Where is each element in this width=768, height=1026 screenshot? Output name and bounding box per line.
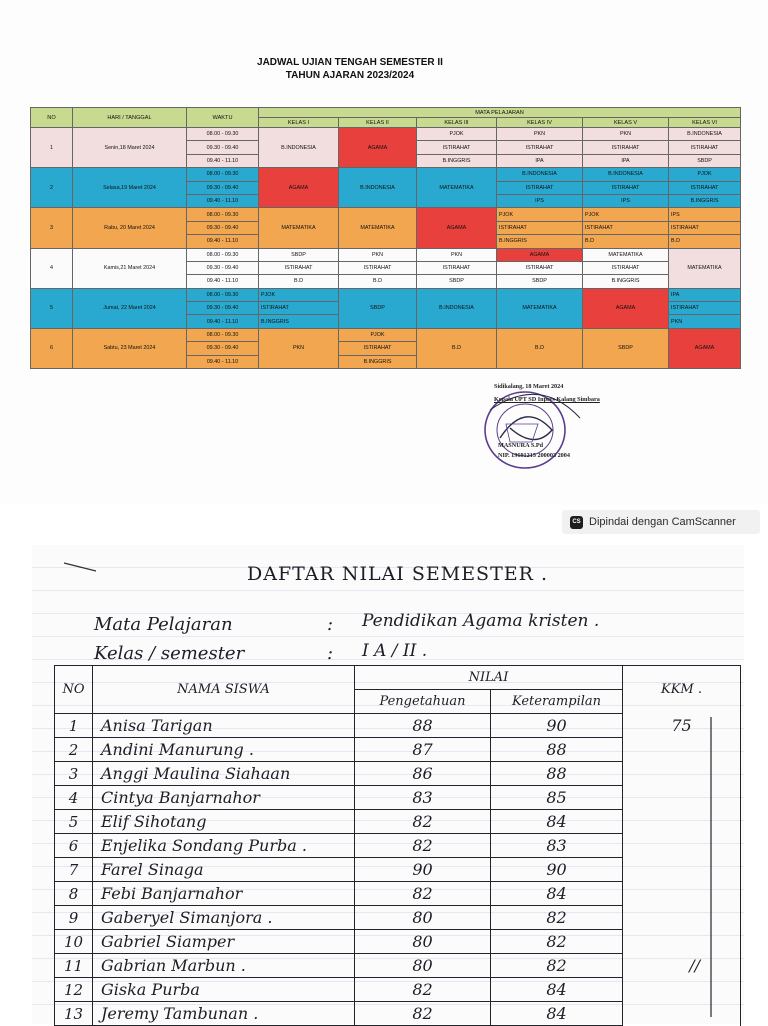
header-nilai: NILAI [355,666,623,690]
subject-cell-k3: PKN [417,248,497,261]
student-row [55,930,741,954]
watermark-text: Dipindai dengan CamScanner [589,516,736,528]
subject-cell-k4: ISTIRAHAT [497,221,583,234]
student-name: Giska Purba [93,978,355,1002]
header-time: WAKTU [187,108,259,128]
subject-cell-k1: ISTIRAHAT [259,302,339,315]
kkm-cell [623,1002,741,1026]
subject-cell-k4: B.D [497,328,583,368]
student-number: 3 [55,762,93,786]
camscanner-logo-icon: CS [570,516,583,529]
time-slot: 08.00 - 09.30 [187,128,259,141]
kkm-cell [623,786,741,810]
subject-cell-k6: ISTIRAHAT [669,181,741,194]
time-slot: 09.30 - 09.40 [187,181,259,194]
header-no: NO [55,666,93,714]
subject-cell-k6: ISTIRAHAT [669,221,741,234]
student-number: 9 [55,906,93,930]
skill-score: 85 [491,786,623,810]
subject-cell-k5: AGAMA [583,288,669,328]
subject-cell-k4: SBDP [497,275,583,288]
subject-cell-k4: ISTIRAHAT [497,141,583,154]
subject-cell-k5: SBDP [583,328,669,368]
knowledge-score: 80 [355,930,491,954]
student-name: Gabrian Marbun . [93,954,355,978]
day-date: Selasa,19 Maret 2024 [73,168,187,208]
class-label: Kelas / semester [94,643,245,664]
header-day: HARI / TANGGAL [73,108,187,128]
header-class-4: KELAS IV [497,118,583,128]
subject-cell-k6: PKN [669,315,741,328]
schedule-row [31,248,741,261]
knowledge-score: 83 [355,786,491,810]
day-number: 4 [31,248,73,288]
student-row [55,834,741,858]
subject-cell-k1: B.INDONESIA [259,128,339,168]
subject-colon: : [327,614,334,635]
subject-cell-k1: SBDP [259,248,339,261]
header-subjects: MATA PELAJARAN [259,108,741,118]
subject-cell-k2: PKN [339,248,417,261]
student-row [55,906,741,930]
subject-cell-k3: B.INGGRIS [417,154,497,167]
subject-cell-k5: PJOK [583,208,669,221]
student-row [55,738,741,762]
signature-block [480,380,680,480]
student-number: 5 [55,810,93,834]
subject-cell-k3: B.INDONESIA [417,288,497,328]
subject-cell-k2: SBDP [339,288,417,328]
subject-cell-k5: ISTIRAHAT [583,261,669,274]
class-value: I A / II . [362,641,428,661]
kkm-cell [623,978,741,1002]
subject-cell-k6: B.INGGRIS [669,194,741,207]
header-class-5: KELAS V [583,118,669,128]
student-name: Anggi Maulina Siahaan [93,762,355,786]
subject-cell-k2: PJOK [339,328,417,341]
knowledge-score: 80 [355,906,491,930]
subject-label: Mata Pelajaran [94,614,233,635]
signature-place-date: Sidikalang, 18 Maret 2024 [494,383,564,390]
time-slot: 09.30 - 09.40 [187,302,259,315]
subject-cell-k6: IPA [669,288,741,301]
subject-cell-k3: MATEMATIKA [417,168,497,208]
time-slot: 09.30 - 09.40 [187,221,259,234]
subject-cell-k4: MATEMATIKA [497,288,583,328]
header-class-6: KELAS VI [669,118,741,128]
subject-cell-k6: MATEMATIKA [669,248,741,288]
subject-cell-k6: B.D [669,235,741,248]
student-row [55,714,741,738]
subject-cell-k2: ISTIRAHAT [339,261,417,274]
subject-cell-k1: PJOK [259,288,339,301]
student-name: Cintya Banjarnahor [93,786,355,810]
schedule-body [31,128,741,369]
time-slot: 08.00 - 09.30 [187,328,259,341]
time-slot: 09.40 - 11.10 [187,275,259,288]
subject-cell-k5: PKN [583,128,669,141]
subject-cell-k5: B.D [583,235,669,248]
skill-score: 84 [491,978,623,1002]
skill-score: 82 [491,930,623,954]
student-row [55,882,741,906]
time-slot: 09.40 - 11.10 [187,194,259,207]
schedule-row [31,128,741,141]
header-class-2: KELAS II [339,118,417,128]
kkm-cell [623,882,741,906]
schedule-row [31,168,741,181]
knowledge-score: 90 [355,858,491,882]
knowledge-score: 86 [355,762,491,786]
class-colon: : [327,643,334,664]
kkm-ditto-mark: // [623,954,741,978]
day-date: Kamis,21 Maret 2024 [73,248,187,288]
kkm-cell [623,930,741,954]
subject-cell-k4: B.INGGRIS [497,235,583,248]
subject-cell-k4: ISTIRAHAT [497,181,583,194]
subject-cell-k6: ISTIRAHAT [669,141,741,154]
pen-scribble-icon [62,557,102,577]
subject-cell-k4: PKN [497,128,583,141]
day-number: 5 [31,288,73,328]
subject-cell-k5: IPA [583,154,669,167]
kkm-cell [623,834,741,858]
subject-cell-k3: ISTIRAHAT [417,261,497,274]
time-slot: 09.40 - 11.10 [187,315,259,328]
day-number: 3 [31,208,73,248]
subject-cell-k4: IPA [497,154,583,167]
student-name: Febi Banjarnahor [93,882,355,906]
subject-cell-k4: B.INDONESIA [497,168,583,181]
skill-score: 88 [491,738,623,762]
header-kkm: KKM . [623,666,741,714]
subject-cell-k1: ISTIRAHAT [259,261,339,274]
kkm-value: 75 [623,714,741,738]
knowledge-score: 88 [355,714,491,738]
kkm-cell [623,858,741,882]
student-name: Andini Manurung . [93,738,355,762]
skill-score: 84 [491,882,623,906]
subject-cell-k5: B.INGGRIS [583,275,669,288]
subject-cell-k3: ISTIRAHAT [417,141,497,154]
time-slot: 09.30 - 09.40 [187,342,259,355]
grades-table [54,665,741,1026]
subject-cell-k5: MATEMATIKA [583,248,669,261]
subject-cell-k4: AGAMA [497,248,583,261]
subject-cell-k5: ISTIRAHAT [583,221,669,234]
subject-cell-k1: PKN [259,328,339,368]
time-slot: 09.30 - 09.40 [187,141,259,154]
grade-sheet-title: DAFTAR NILAI SEMESTER . [247,563,549,585]
skill-score: 90 [491,714,623,738]
knowledge-score: 82 [355,810,491,834]
day-number: 2 [31,168,73,208]
subject-cell-k1: MATEMATIKA [259,208,339,248]
skill-score: 83 [491,834,623,858]
subject-cell-k2: B.INGGRIS [339,355,417,368]
student-name: Farel Sinaga [93,858,355,882]
student-name: Enjelika Sondang Purba . [93,834,355,858]
student-number: 2 [55,738,93,762]
kkm-ditto-line-icon [706,717,716,1017]
grade-sheet-document [32,545,744,1024]
subject-cell-k6: ISTIRAHAT [669,302,741,315]
subject-cell-k1: AGAMA [259,168,339,208]
student-row [55,786,741,810]
time-slot: 09.30 - 09.40 [187,261,259,274]
student-number: 12 [55,978,93,1002]
skill-score: 84 [491,810,623,834]
header-skill: Keterampilan [491,690,623,714]
subject-value: Pendidikan Agama kristen . [362,611,600,631]
signature-name: MASNURA S.Pd [498,442,544,449]
exam-schedule-document [0,0,768,505]
skill-score: 90 [491,858,623,882]
student-number: 1 [55,714,93,738]
header-student-name: NAMA SISWA [93,666,355,714]
subject-cell-k5: IPS [583,194,669,207]
student-row [55,1002,741,1026]
student-row [55,810,741,834]
day-date: Senin,18 Maret 2024 [73,128,187,168]
header-class-1: KELAS I [259,118,339,128]
knowledge-score: 82 [355,1002,491,1026]
subject-cell-k6: IPS [669,208,741,221]
time-slot: 09.40 - 11.10 [187,235,259,248]
knowledge-score: 80 [355,954,491,978]
student-row [55,954,741,978]
signature-role: Kepala UPT SD Inpres Kalang Simbara [494,396,600,403]
student-number: 13 [55,1002,93,1026]
student-number: 10 [55,930,93,954]
student-number: 6 [55,834,93,858]
day-number: 1 [31,128,73,168]
schedule-row [31,208,741,221]
subject-cell-k5: B.INDONESIA [583,168,669,181]
time-slot: 08.00 - 09.30 [187,208,259,221]
subject-cell-k6: SBDP [669,154,741,167]
schedule-row [31,328,741,341]
skill-score: 82 [491,954,623,978]
skill-score: 88 [491,762,623,786]
schedule-subtitle: TAHUN AJARAN 2023/2024 [285,70,415,81]
subject-cell-k2: AGAMA [339,128,417,168]
knowledge-score: 82 [355,834,491,858]
subject-cell-k5: ISTIRAHAT [583,181,669,194]
kkm-cell [623,762,741,786]
exam-schedule-table [30,107,741,369]
student-number: 4 [55,786,93,810]
subject-cell-k2: B.D [339,275,417,288]
school-stamp-icon [480,380,590,480]
time-slot: 08.00 - 09.30 [187,248,259,261]
header-no: NO [31,108,73,128]
student-number: 7 [55,858,93,882]
time-slot: 09.40 - 11.10 [187,154,259,167]
time-slot: 08.00 - 09.30 [187,288,259,301]
subject-cell-k4: IPS [497,194,583,207]
subject-cell-k6: AGAMA [669,328,741,368]
subject-cell-k1: B.D [259,275,339,288]
day-date: Rabu, 20 Maret 2024 [73,208,187,248]
subject-cell-k2: ISTIRAHAT [339,342,417,355]
student-number: 11 [55,954,93,978]
grades-header-row [55,666,741,690]
knowledge-score: 87 [355,738,491,762]
day-date: Jumat, 22 Maret 2024 [73,288,187,328]
subject-cell-k4: ISTIRAHAT [497,261,583,274]
student-name: Gabriel Siamper [93,930,355,954]
kkm-cell [623,738,741,762]
student-number: 8 [55,882,93,906]
camscanner-watermark [562,510,760,534]
student-name: Elif Sihotang [93,810,355,834]
schedule-title: JADWAL UJIAN TENGAH SEMESTER II [257,57,443,68]
day-date: Sabtu, 23 Maret 2024 [73,328,187,368]
subject-cell-k3: PJOK [417,128,497,141]
kkm-cell [623,906,741,930]
subject-cell-k3: B.D [417,328,497,368]
header-knowledge: Pengetahuan [355,690,491,714]
subject-cell-k2: B.INDONESIA [339,168,417,208]
kkm-cell [623,810,741,834]
subject-cell-k6: B.INDONESIA [669,128,741,141]
grades-body [55,666,741,1026]
student-row [55,858,741,882]
schedule-row [31,288,741,301]
student-name: Anisa Tarigan [93,714,355,738]
skill-score: 82 [491,906,623,930]
subject-cell-k3: SBDP [417,275,497,288]
subject-cell-k4: PJOK [497,208,583,221]
subject-cell-k6: PJOK [669,168,741,181]
day-number: 6 [31,328,73,368]
subject-cell-k2: MATEMATIKA [339,208,417,248]
subject-cell-k3: AGAMA [417,208,497,248]
signature-nip: NIP. 19691215 200003 2004 [498,452,570,459]
time-slot: 08.00 - 09.30 [187,168,259,181]
knowledge-score: 82 [355,978,491,1002]
student-row [55,978,741,1002]
header-class-3: KELAS III [417,118,497,128]
student-name: Jeremy Tambunan . [93,1002,355,1026]
student-name: Gaberyel Simanjora . [93,906,355,930]
subject-cell-k5: ISTIRAHAT [583,141,669,154]
student-row [55,762,741,786]
subject-cell-k1: B.INGGRIS [259,315,339,328]
time-slot: 09.40 - 11.10 [187,355,259,368]
knowledge-score: 82 [355,882,491,906]
skill-score: 84 [491,1002,623,1026]
